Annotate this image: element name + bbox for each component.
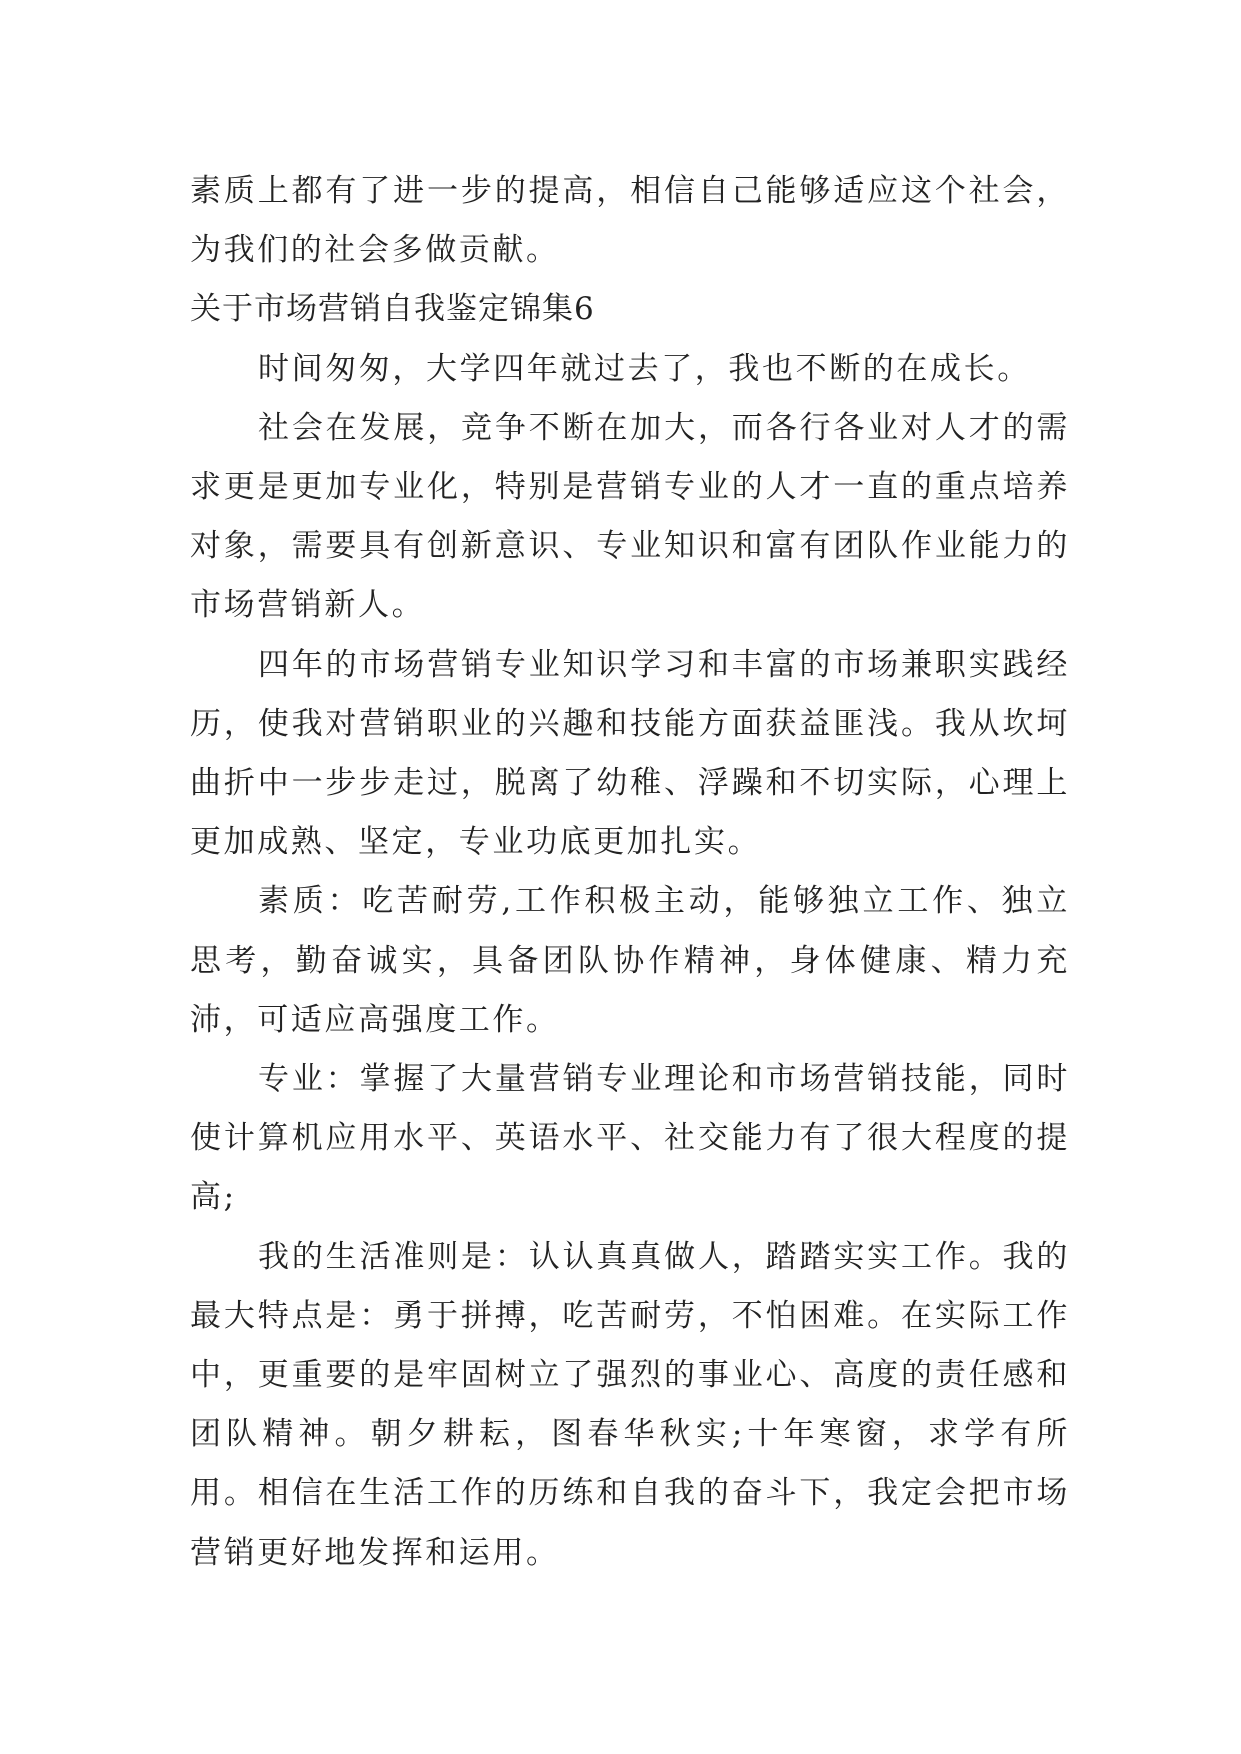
document-body xyxy=(190,162,1070,1583)
paragraph-quality: 素质：吃苦耐劳,工作积极主动，能够独立工作、独立思考，勤奋诚实，具备团队协作精神，身体健康、精力充沛，可适应高强度工作。 xyxy=(190,883,1070,1038)
continued-paragraph: 素质上都有了进一步的提高，相信自己能够适应这个社会，为我们的社会多做贡献。 xyxy=(190,173,1070,269)
paragraph-society: 社会在发展，竞争不断在加大，而各行各业对人才的需求更是更加专业化，特别是营销专业的人才一直的重点培养对象，需要具有创新意识、专业知识和富有团队作业能力的市场营销新人。 xyxy=(190,409,1070,624)
paragraph-principle: 我的生活准则是：认认真真做人，踏踏实实工作。我的最大特点是：勇于拼搏，吃苦耐劳，不怕困难。在实际工作中，更重要的是牢固树立了强烈的事业心、高度的责任感和团队精神。朝夕耕耘，图春华秋实;十年寒窗，求学有所用。相信在生活工作的历练和自我的奋斗下，我定会把市场营销更好地发挥和运用。 xyxy=(190,1238,1070,1571)
paragraph-intro: 时间匆匆，大学四年就过去了，我也不断的在成长。 xyxy=(258,350,1031,387)
section-heading: 关于市场营销自我鉴定锦集6 xyxy=(190,291,595,328)
paragraph-major: 专业：掌握了大量营销专业理论和市场营销技能，同时使计算机应用水平、英语水平、社交能力有了很大程度的提高; xyxy=(190,1061,1070,1216)
paragraph-study: 四年的市场营销专业知识学习和丰富的市场兼职实践经历，使我对营销职业的兴趣和技能方面获益匪浅。我从坎坷曲折中一步步走过，脱离了幼稚、浮躁和不切实际，心理上更加成熟、坚定，专业功底更加扎实。 xyxy=(190,646,1070,861)
